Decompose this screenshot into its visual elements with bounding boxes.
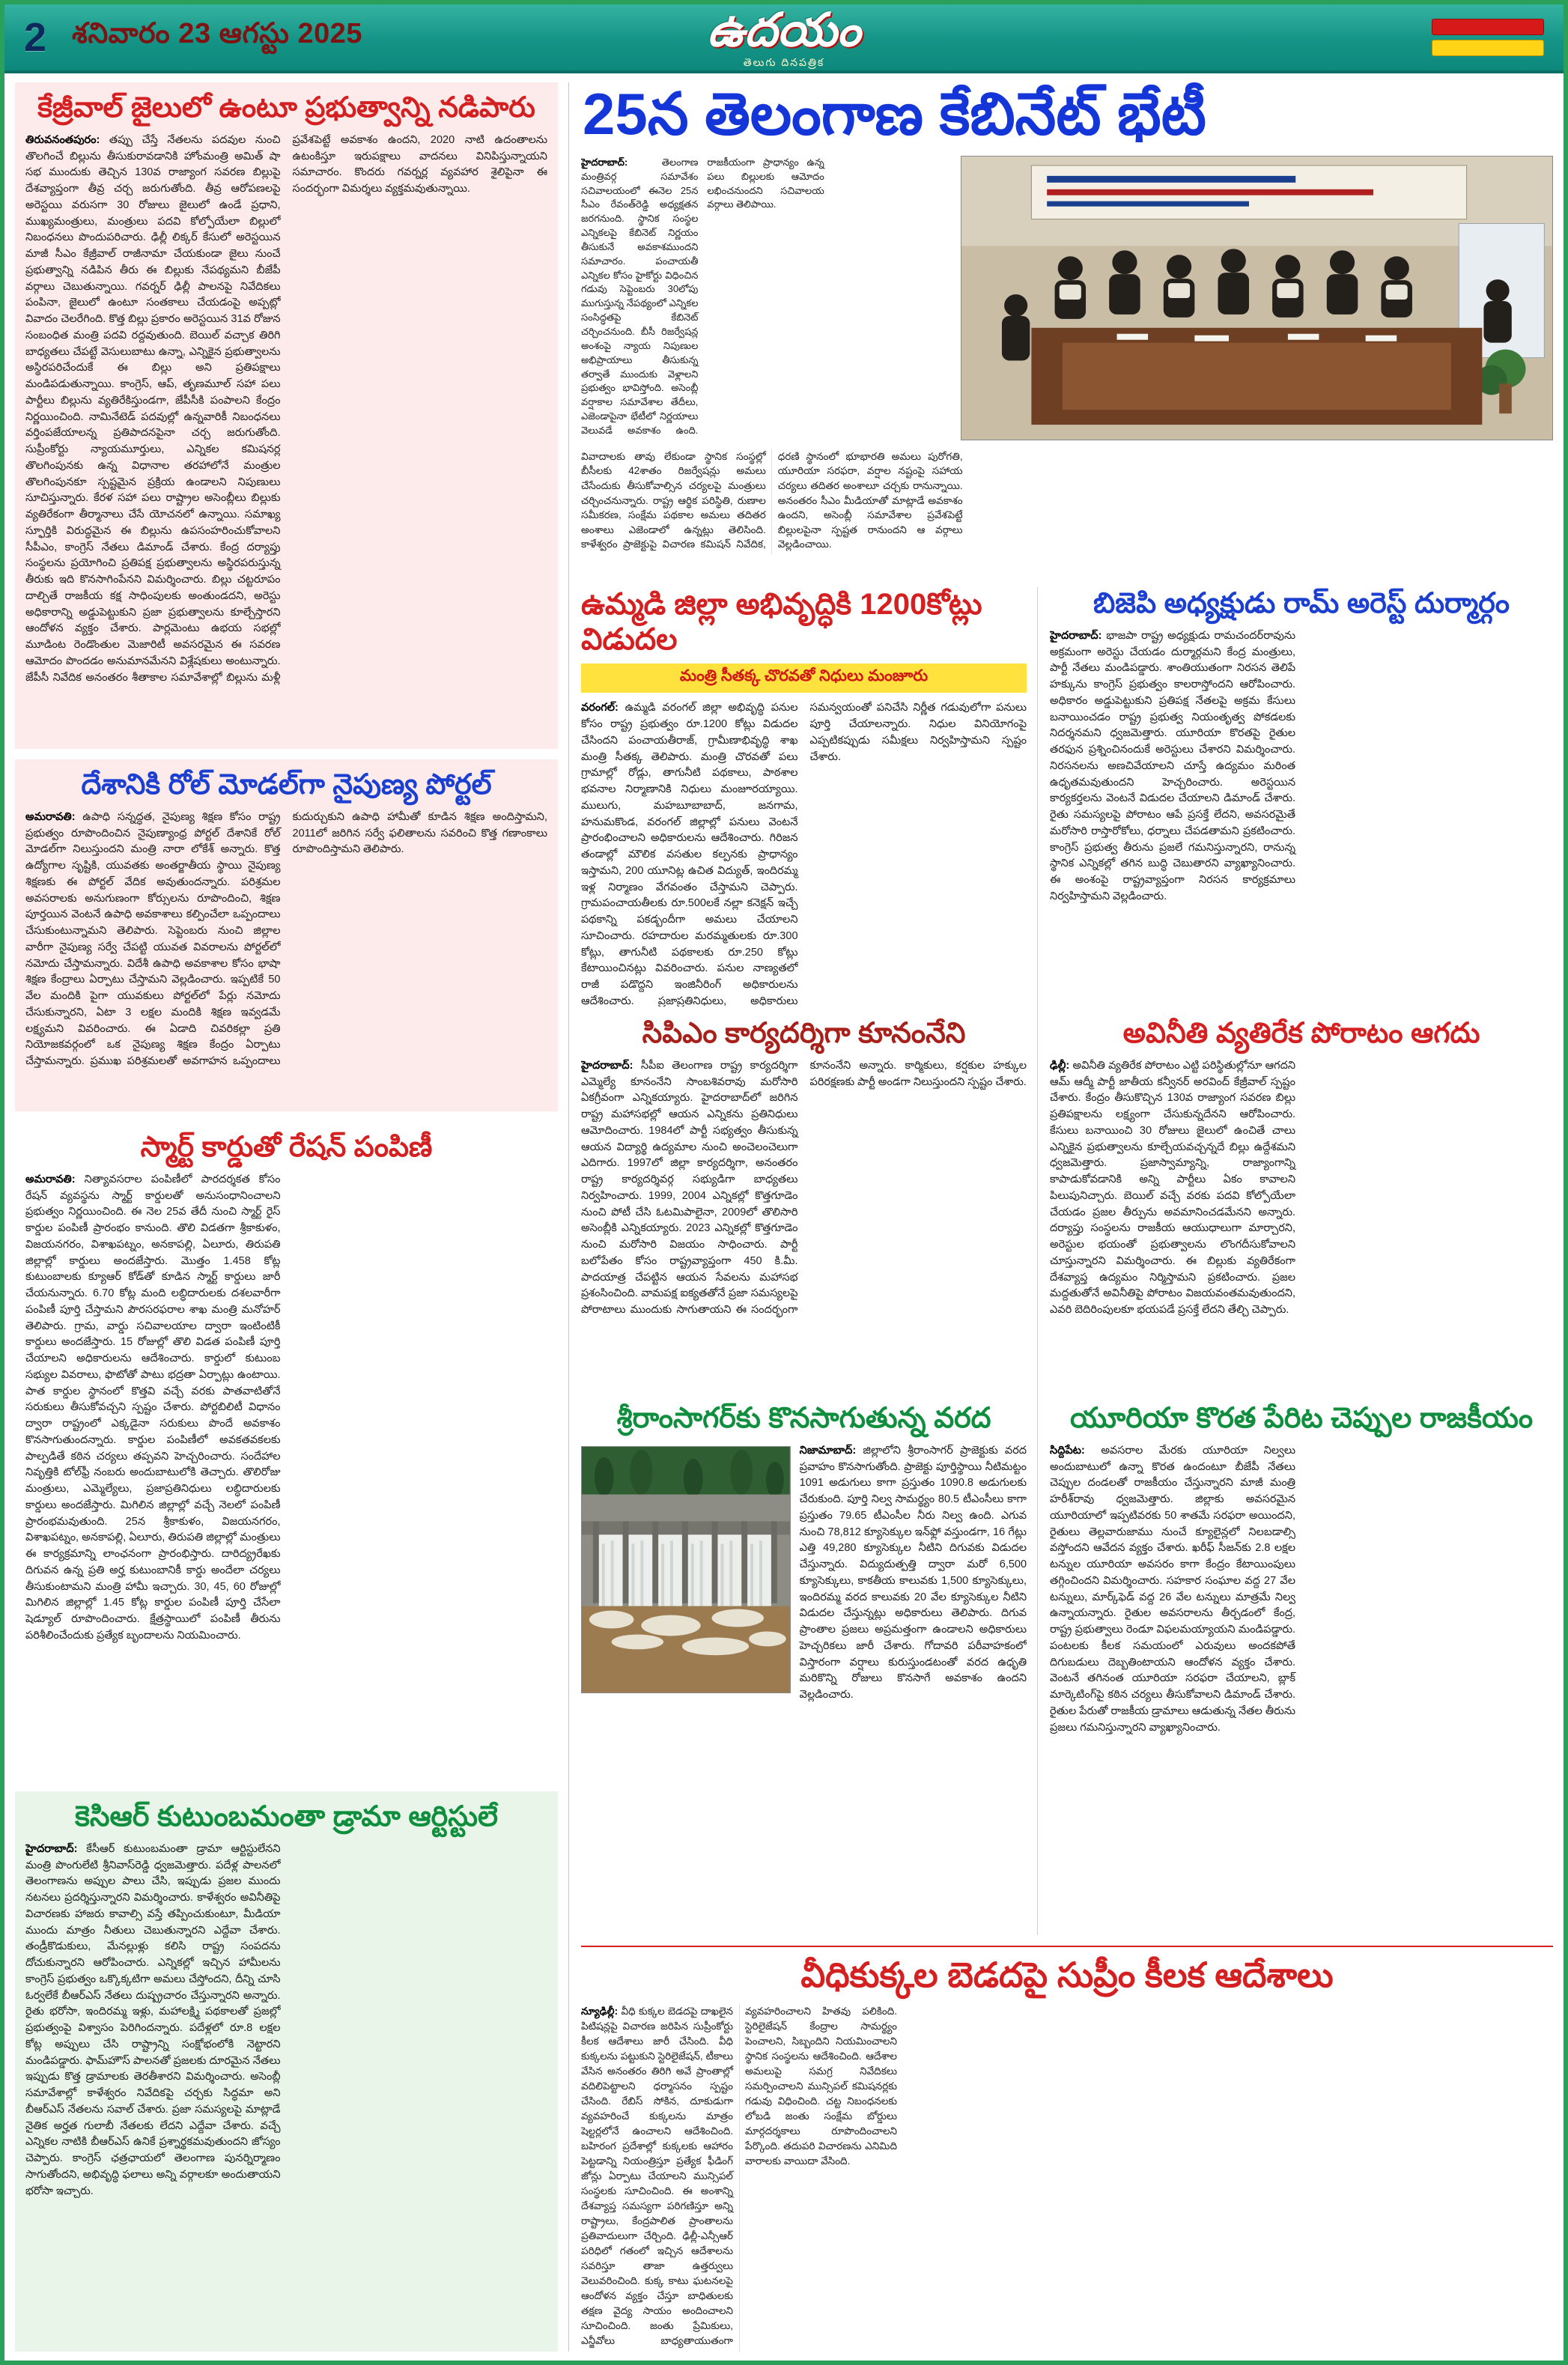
left-column (15, 82, 569, 2352)
dateline: హైదరాబాద్: (581, 156, 628, 168)
article-kejriwal-body: తిరువనంతపురం: తప్పు చేస్తే నేతలను పదవుల నుంచి తొలగించే బిల్లును తీసుకురావడానికి హోంమంత్రి అమిత్ షా సభ ముందుకు తెచ్చిన 130వ రాజ్యాంగ సవరణ బిల్లుపై దేశవ్యాప్తంగా తీవ్ర చర్చ జరుగుతోంది. తీవ్ర ఆరోపణలపై అరెస్టయి వరుసగా 30 రోజులు జైలులో ఉండే ప్రధాని, ముఖ్యమంత్రులు, మంత్రులు పదవి కోల్పోయేలా బిల్లులో నిబంధనలు పొందుపరిచారు. ఢిల్లీ లిక్కర్ కేసులో అరెస్టయిన మాజీ సీఎం కేజ్రీవాల్ రాజీనామా చేయకుండా జైలు నుంచే ప్రభుత్వాన్ని నడిపిన తీరు ఈ బిల్లుకు నేపథ్యమని బీజేపీ వర్గాలు చెబుతున్నాయి. గవర్నర్ ఢిల్లీ పాలనపై నివేదికలు పంపినా, జైలులో ఉంటూ సంతకాలు చేయడంపై అప్పట్లో వివాదం చెలరేగింది. కొత్త బిల్లు ప్రకారం అరెస్టయిన 31వ రోజున సంబంధిత మంత్రి పదవి రద్దవుతుంది. బెయిల్ వచ్చాక తిరిగి బాధ్యతలు చేపట్టే వెసులుబాటు ఉన్నా, ఎన్నికైన ప్రభుత్వాలను అస్థిరపరిచేందుకే ఈ బిల్లు అని ప్రతిపక్షాలు మండిపడుతున్నాయి. కాంగ్రెస్, ఆప్, తృణమూల్ సహా పలు పార్టీలు బిల్లును వ్యతిరేకిస్తుండగా, జేపీసీకి పంపాలని కేంద్రం నిర్ణయించింది. నామినేటెడ్ పదవుల్లో ఉన్నవారికీ నిబంధనలు వర్తింపజేయాలన్న ప్రతిపాదనపైనా చర్చ జరుగుతోంది. సుప్రీంకోర్టు న్యాయమూర్తులు, ఎన్నికల కమిషనర్ల తొలగింపునకు ఉన్న విధానాల తరహాలోనే మంత్రుల తొలగింపునకూ స్పష్టమైన ప్రక్రియ ఉండాలని నిపుణులు సూచిస్తున్నారు. కేరళ సహా పలు రాష్ట్రాల అసెంబ్లీలు బిల్లుకు వ్యతిరేకంగా తీర్మానాలు చేసే యోచనలో ఉన్నాయి. సమాఖ్య స్ఫూర్తికి విరుద్ధమైన ఈ బిల్లును ఉపసంహరించుకోవాలని సీపీఎం, కాంగ్రెస్ నేతలు డిమాండ్ చేశారు. కేంద్ర దర్యాప్తు సంస్థలను ప్రయోగించి ప్రతిపక్ష ప్రభుత్వాలను అస్థిరపరుస్తున్న తీరుకు ఇది కొనసాగింపేనని విమర్శించారు. బిల్లు చట్టరూపం దాల్చితే రాజకీయ కక్ష సాధింపులకు అంతుండదని, అరెస్టు అధికారాన్ని అడ్డుపెట్టుకుని ప్రజా ప్రభుత్వాలను కూల్చేస్తారని ఆందోళన వ్యక్తం చేశారు. పార్లమెంటు ఉభయ సభల్లో మూడింట రెండొంతుల మెజారిటీ అవసరమైన ఈ సవరణ ఆమోదం పొందడం అనుమానమేనని విశ్లేషకులు అంటున్నారు. జేపీసీ నివేదిక అనంతరం శీతాకాల సమావేశాల్లో బిల్లును మళ్లీ ప్రవేశపెట్టే అవకాశం ఉందని, 2020 నాటి ఉదంతాలను ఉటంకిస్తూ ఇరుపక్షాలు వాదనలు వినిపిస్తున్నాయని సమాచారం. కొందరు గవర్నర్ల వ్యవహార శైలిపైనా ఈ సందర్భంగా విమర్శలు వ్యక్తమవుతున్నాయి. (25, 133, 547, 684)
article-kcr-headline: కెసిఆర్ కుటుంబమంతా డ్రామా ఆర్టిస్టులే (75, 1801, 498, 1833)
article-funds-body: వరంగల్: ఉమ్మడి వరంగల్ జిల్లా అభివృద్ధి పనుల కోసం రాష్ట్ర ప్రభుత్వం రూ.1200 కోట్లు విడుదల చేసిందని పంచాయతీరాజ్, గ్రామీణాభివృద్ధి శాఖ మంత్రి సీతక్క తెలిపారు. మంత్రి చొరవతో పలు గ్రామాల్లో రోడ్లు, తాగునీటి పథకాలు, పాఠశాల భవనాల నిర్మాణానికి నిధులు మంజూరయ్యాయి. ములుగు, మహబూబాబాద్, జనగామ, హనుమకొండ, వరంగల్ జిల్లాల్లో పనులు వెంటనే ప్రారంభించాలని అధికారులను ఆదేశించారు. గిరిజన తండాల్లో మౌలిక వసతుల కల్పనకు ప్రాధాన్యం ఇస్తామని, 200 యూనిట్ల ఉచిత విద్యుత్, ఇందిరమ్మ ఇళ్ల నిర్మాణం వేగవంతం చేస్తామని చెప్పారు. గ్రామపంచాయతీలకు రూ.500లకే నల్లా కనెక్షన్ ఇచ్చే పథకాన్ని పకడ్బందీగా అమలు చేయాలని సూచించారు. రహదారుల మరమ్మతులకు రూ.300 కోట్లు, తాగునీటి పథకాలకు రూ.250 కోట్లు కేటాయించినట్లు వివరించారు. పనుల నాణ్యతలో రాజీ పడొద్దని ఇంజినీరింగ్ అధికారులను ఆదేశించారు. ప్రజాప్రతినిధులు, అధికారులు సమన్వయంతో పనిచేసి నిర్ణీత గడువులోగా పనులు పూర్తి చేయాలన్నారు. నిధుల వినియోగంపై ఎప్పటికప్పుడు సమీక్షలు నిర్వహిస్తామని స్పష్టం చేశారు. (581, 702, 1027, 1007)
article-smart-ration (15, 1122, 558, 1781)
dateline: అమరావతి: (25, 810, 76, 823)
article-funds-kicker: మంత్రి సీతక్క చొరవతో నిధులు మంజూరు (581, 664, 1027, 693)
article-cpm-headline: సిపిఎం కార్యదర్శిగా కూనంనేని (642, 1018, 966, 1049)
article-smart-headline: స్మార్ట్ కార్డుతో రేషన్ పంపిణీ (140, 1132, 433, 1163)
article-bjp-arrest (1050, 587, 1553, 1007)
middle-column-left (581, 587, 1038, 1935)
main-headline: 25న తెలంగాణ కేబినేట్ భేటీ (583, 82, 1206, 147)
article-urea-politics (1050, 1402, 1553, 1935)
article-funds-headline: ఉమ్మడి జిల్లా అభివృద్ధికి 1200కోట్లు విడుదల (581, 588, 982, 657)
article-cabinet-lead: హైదరాబాద్: తెలంగాణ మంత్రివర్గ సమావేశం సచివాలయంలో ఈనెల 25న సీఎం రేవంత్‌రెడ్డి అధ్యక్షతన జరగనుంది. స్థానిక సంస్థల ఎన్నికలపై కేబినెట్ నిర్ణయం తీసుకునే అవకాశముందని సమాచారం. పంచాయతీ ఎన్నికల కోసం హైకోర్టు విధించిన గడువు సెప్టెంబరు 30లోపు ముగుస్తున్న నేపథ్యంలో ఎన్నికల సంసిద్ధతపై కేబినెట్ చర్చించనుంది. బీసీ రిజర్వేషన్ల అంశంపై న్యాయ నిపుణుల అభిప్రాయాలు తీసుకున్న తర్వాతే ముందుకు వెళ్లాలని ప్రభుత్వం భావిస్తోంది. అసెంబ్లీ వర్షాకాల సమావేశాల తేదీలు, ఎజెండాపైనా భేటీలో నిర్ణయాలు వెలువడే అవకాశం ఉంది. రాజకీయంగా ప్రాధాన్యం ఉన్న పలు బిల్లులకు ఆమోదం లభించనుందని సచివాలయ వర్గాలు తెలిపాయి. (581, 156, 824, 436)
article-anticorruption-body: ఢిల్లీ: అవినీతి వ్యతిరేక పోరాటం ఎట్టి పరిస్థితుల్లోనూ ఆగదని ఆమ్ ఆద్మీ పార్టీ జాతీయ కన్వీనర్ అరవింద్ కేజ్రీవాల్ స్పష్టం చేశారు. కేంద్రం తీసుకొచ్చిన 130వ రాజ్యాంగ సవరణ బిల్లు ప్రతిపక్షాలను లక్ష్యంగా చేసుకున్నదేనని ఆరోపించారు. కేసులు బనాయించి 30 రోజులు జైలులో ఉంచితే చాలు ఎన్నికైన ప్రభుత్వాలను కూల్చేయవచ్చన్నదే బిల్లు ఉద్దేశమని ధ్వజమెత్తారు. ప్రజాస్వామ్యాన్ని, రాజ్యాంగాన్ని కాపాడుకోవడానికి అన్ని పార్టీలు ఏకం కావాలని పిలుపునిచ్చారు. బెయిల్ వచ్చే వరకు పదవి కోల్పోయేలా చేయడం ప్రజల తీర్పును అవమానించడమేనని అన్నారు. దర్యాప్తు సంస్థలను రాజకీయ ఆయుధాలుగా మార్చారని, అరెస్టుల భయంతో ప్రభుత్వాలను లొంగదీసుకోవాలని చూస్తున్నారని విమర్శించారు. ఈ బిల్లుకు వ్యతిరేకంగా దేశవ్యాప్త ఉద్యమం నిర్మిస్తామని ప్రకటించారు. ప్రజల మద్దతుతోనే అవినీతిపై పోరాటం విజయవంతమవుతుందని, ఎవరి బెదిరింపులకూ భయపడే ప్రసక్తే లేదని తేల్చి చెప్పారు. (1050, 1059, 1296, 1317)
article-bjp-body: హైదరాబాద్: భాజపా రాష్ట్ర అధ్యక్షుడు రామచందర్‌రావును అక్రమంగా అరెస్టు చేయడం దుర్మార్గమని కేంద్ర మంత్రులు, పార్టీ నేతలు మండిపడ్డారు. శాంతియుతంగా నిరసన తెలిపే హక్కును కాంగ్రెస్ ప్రభుత్వం కాలరాస్తోందని ఆరోపించారు. అధికారం అడ్డుపెట్టుకుని ప్రతిపక్ష నేతలపై అక్రమ కేసులు బనాయించడం రాష్ట్ర ప్రభుత్వ నియంతృత్వ పోకడలకు నిదర్శనమని ధ్వజమెత్తారు. యూరియా కొరతపై రైతుల తరఫున ప్రశ్నించినందుకే అరెస్టులు చేశారని విమర్శించారు. నిరసనలను అణచివేయాలని చూస్తే ఉద్యమం మరింత ఉధృతమవుతుందని హెచ్చరించారు. అరెస్టయిన కార్యకర్తలను వెంటనే విడుదల చేయాలని డిమాండ్ చేశారు. రైతు సమస్యలపై పోరాటం ఆపే ప్రసక్తే లేదని, అవసరమైతే మరోసారి రాస్తారోకోలు, ధర్నాలు చేపడతామని ప్రకటించారు. కాంగ్రెస్ ప్రభుత్వ తీరును ప్రజలే గమనిస్తున్నారని, రానున్న స్థానిక ఎన్నికల్లో తగిన బుద్ధి చెబుతారని వ్యాఖ్యానించారు. ఈ అంశంపై రాష్ట్రవ్యాప్తంగా నిరసన కార్యక్రమాలు నిర్వహిస్తామని వెల్లడించారు. (1050, 629, 1296, 902)
article-kejriwal-headline: కేజ్రీవాల్ జైలులో ఉంటూ ప్రభుత్వాన్ని నడిపారు (37, 92, 535, 124)
article-srsp-headline: శ్రీరాంసాగర్‌కు కొనసాగుతున్న వరద (616, 1403, 991, 1434)
article-smart-body: అమరావతి: నిత్యావసరాల పంపిణీలో పారదర్శకత కోసం రేషన్ వ్యవస్థను స్మార్ట్ కార్డులతో అనుసంధానించాలని ప్రభుత్వం నిర్ణయించింది. ఈ నెల 25వ తేదీ నుంచి స్మార్ట్ రైస్ కార్డుల పంపిణీ ప్రారంభం కానుంది. తొలి విడతగా శ్రీకాకుళం, విజయనగరం, విశాఖపట్నం, అనకాపల్లి, ఏలూరు, తిరుపతి జిల్లాల్లో కార్డులు అందజేస్తారు. మొత్తం 1.458 కోట్ల కుటుంబాలకు క్యూఆర్ కోడ్‌తో కూడిన స్మార్ట్ కార్డులు జారీ చేయనున్నారు. 6.70 కోట్ల మంది లబ్ధిదారులకు దశలవారీగా పంపిణీ పూర్తి చేస్తామని పౌరసరఫరాల శాఖ మంత్రి మనోహర్ తెలిపారు. గ్రామ, వార్డు సచివాలయాల ద్వారా ఇంటింటికీ కార్డులు అందజేస్తారు. 15 రోజుల్లో తొలి విడత పంపిణీ పూర్తి చేయాలని అధికారులను ఆదేశించారు. కార్డులో కుటుంబ సభ్యుల వివరాలు, ఫొటోతో పాటు భద్రతా ఏర్పాట్లు ఉంటాయి. పాత కార్డుల స్థానంలో కొత్తవి వచ్చే వరకు పాతవాటితోనే సరుకులు తీసుకోవచ్చని స్పష్టం చేశారు. పోర్టబిలిటీ విధానం ద్వారా రాష్ట్రంలో ఎక్కడైనా సరుకులు పొందే అవకాశం కొనసాగుతుందన్నారు. కార్డుల పంపిణీలో అవకతవకలకు పాల్పడితే కఠిన చర్యలు తప్పవని హెచ్చరించారు. సందేహాల నివృత్తికి టోల్‌ఫ్రీ నంబరు అందుబాటులోకి తెచ్చారు. తొలిరోజు మంత్రులు, ఎమ్మెల్యేలు, ప్రజాప్రతినిధులు లబ్ధిదారులకు కార్డులు అందజేస్తారు. మిగిలిన జిల్లాల్లో వచ్చే నెలలో పంపిణీ ప్రారంభమవుతుంది. 25న శ్రీకాకుళం, విజయనగరం, విశాఖపట్నం, అనకాపల్లి, ఏలూరు, తిరుపతి జిల్లాల్లో మంత్రులు ఈ కార్యక్రమాన్ని లాంఛనంగా ప్రారంభిస్తారు. దారిద్య్రరేఖకు దిగువన ఉన్న ప్రతి అర్హ కుటుంబానికీ కార్డు అందేలా చర్యలు తీసుకుంటామని మంత్రి హామీ ఇచ్చారు. 30, 45, 60 రోజుల్లో మిగిలిన జిల్లాల్లో 1.45 కోట్ల కార్డుల పంపిణీ పూర్తి చేసేలా షెడ్యూల్ రూపొందించారు. క్షేత్రస్థాయిలో పంపిణీ తీరును పరిశీలించేందుకు ప్రత్యేక బృందాలను నియమించారు. (25, 1173, 281, 1642)
cabinet-meeting-illustration (961, 157, 1552, 440)
article-nipuna-body: అమరావతి: ఉపాధి సన్నద్ధత, నైపుణ్య శిక్షణ కోసం రాష్ట్ర ప్రభుత్వం రూపొందించిన నైపుణ్యాంధ్ర పోర్టల్ దేశానికే రోల్ మోడల్‌గా నిలుస్తుందని మంత్రి నారా లోకేశ్ అన్నారు. కొత్త ఉద్యోగాల సృష్టికి, యువతకు అంతర్జాతీయ స్థాయి నైపుణ్య శిక్షణకు ఈ పోర్టల్ వేదిక అవుతుందన్నారు. పరిశ్రమల అవసరాలకు అనుగుణంగా కోర్సులను రూపొందించి, శిక్షణ పూర్తయిన వెంటనే ఉపాధి అవకాశాలు కల్పించేలా ఒప్పందాలు చేసుకుంటున్నామని తెలిపారు. సెప్టెంబరు నుంచి జిల్లాల వారీగా నైపుణ్య సర్వే చేపట్టి యువత వివరాలను పోర్టల్‌లో నమోదు చేస్తామన్నారు. విదేశీ ఉపాధి అవకాశాల కోసం భాషా శిక్షణ కేంద్రాలు ఏర్పాటు చేస్తామని వెల్లడించారు. ఇప్పటికే 50 వేల మందికి పైగా యువకులు పోర్టల్‌లో పేర్లు నమోదు చేసుకున్నారని, ఏటా 3 లక్షల మందికి శిక్షణ ఇవ్వడమే లక్ష్యమని వివరించారు. ఈ ఏడాది చివరికల్లా ప్రతి నియోజకవర్గంలో ఒక నైపుణ్య శిక్షణ కేంద్రం ఏర్పాటు చేస్తామన్నారు. ప్రముఖ పరిశ్రమలతో అవగాహన ఒప్పందాలు కుదుర్చుకుని ఉపాధి హామీతో కూడిన శిక్షణ అందిస్తామని, 2011లో జరిగిన సర్వే ఫలితాలను సవరించి కొత్త గణాంకాలు రూపొందిస్తామని తెలిపారు. (25, 810, 547, 1068)
cabinet-lead-row (581, 156, 1553, 440)
dam-flood-photo (581, 1446, 791, 1693)
article-cabinet (581, 82, 1553, 577)
article-anticorruption-headline: అవినీతి వ్యతిరేక పోరాటం ఆగదు (1122, 1018, 1480, 1049)
page-number: 2 (24, 15, 47, 60)
article-dogs-headline: వీధికుక్కల బెడదపై సుప్రీం కీలక ఆదేశాలు (800, 1955, 1334, 1994)
main-section (581, 82, 1553, 2352)
page-content (4, 73, 1564, 2361)
dateline: ఢిల్లీ: (1050, 1059, 1070, 1072)
masthead-badge-red (1432, 19, 1544, 35)
article-urea-body: సిద్దిపేట: అవసరాల మేరకు యూరియా నిల్వలు అందుబాటులో ఉన్నా కొరత ఉందంటూ బీజేపీ నేతలు చెప్పుల దండలతో రాజకీయం చేస్తున్నారని మాజీ మంత్రి హరీశ్‌రావు ధ్వజమెత్తారు. జిల్లాకు అవసరమైన యూరియాలో ఇప్పటివరకు 50 శాతమే సరఫరా అయిందని, రైతులు తెల్లవారుజాము నుంచే క్యూలైన్లలో నిలబడాల్సి వస్తోందని ఆవేదన వ్యక్తం చేశారు. ఖరీఫ్ సీజన్‌కు 2.8 లక్షల టన్నుల యూరియా అవసరం కాగా కేంద్రం కేటాయింపులు తగ్గించిందని విమర్శించారు. సహకార సంఘాల వద్ద 27 వేల టన్నులు, మార్క్‌ఫెడ్ వద్ద 26 వేల టన్నులు మాత్రమే నిల్వ ఉన్నాయన్నారు. రైతుల అవసరాలను తీర్చడంలో కేంద్ర, రాష్ట్ర ప్రభుత్వాలు రెండూ విఫలమయ్యాయని మండిపడ్డారు. పంటలకు కీలక సమయంలో ఎరువులు అందకపోతే దిగుబడులు దెబ్బతింటాయని ఆందోళన వ్యక్తం చేశారు. వెంటనే తగినంత యూరియా సరఫరా చేయాలని, బ్లాక్ మార్కెటింగ్‌పై కఠిన చర్యలు తీసుకోవాలని డిమాండ్ చేశారు. రైతుల పేరుతో రాజకీయ డ్రామాలు ఆడుతున్న నేతల తీరును ప్రజలు గమనిస్తున్నారని వ్యాఖ్యానించారు. (1050, 1444, 1296, 1734)
article-nipuna-headline: దేశానికి రోల్ మోడల్‌గా నైపుణ్య పోర్టల్ (81, 769, 492, 801)
article-anticorruption (1050, 1017, 1553, 1391)
dateline: హైదరాబాద్: (581, 1059, 633, 1072)
article-nipuna-portal (15, 759, 558, 1111)
masthead-badges (1432, 19, 1544, 56)
cabinet-meeting-photo (961, 156, 1553, 440)
article-cpm-secretary (581, 1017, 1027, 1391)
dateline: హైదరాబాద్: (1050, 629, 1102, 642)
masthead-badge-yellow (1432, 40, 1544, 56)
dam-flood-illustration (582, 1447, 790, 1692)
dateline: హైదరాబాద్: (25, 1842, 78, 1855)
article-cpm-body: హైదరాబాద్: సీపీఐ తెలంగాణ రాష్ట్ర కార్యదర్శిగా ఎమ్మెల్యే కూనంనేని సాంబశివరావు మరోసారి ఏకగ్రీవంగా ఎన్నికయ్యారు. హైదరాబాద్‌లో జరిగిన రాష్ట్ర మహాసభల్లో ఆయన ఎన్నికను ప్రతినిధులు ఆమోదించారు. 1984లో పార్టీ సభ్యత్వం తీసుకున్న ఆయన విద్యార్థి ఉద్యమాల నుంచి అంచెలంచెలుగా ఎదిగారు. 1997లో జిల్లా కార్యదర్శిగా, అనంతరం రాష్ట్ర కార్యదర్శివర్గ సభ్యుడిగా బాధ్యతలు నిర్వహించారు. 1999, 2004 ఎన్నికల్లో కొత్తగూడెం నుంచి పోటీ చేసి ఓటమిపాలైనా, 2009లో తొలిసారి అసెంబ్లీకి ఎన్నికయ్యారు. 2023 ఎన్నికల్లో కొత్తగూడెం నుంచి మరోసారి విజయం సాధించారు. పార్టీ బలోపేతం కోసం రాష్ట్రవ్యాప్తంగా 450 కి.మీ. పాదయాత్ర చేపట్టిన ఆయన సేవలను మహాసభ ప్రశంసించింది. వామపక్ష ఐక్యతతోనే ప్రజా సమస్యలపై పోరాటాలు ముందుకు సాగుతాయని ఈ సందర్భంగా కూనంనేని అన్నారు. కార్మికులు, కర్షకుల హక్కుల పరిరక్షణకు పార్టీ అండగా నిలుస్తుందని స్పష్టం చేశారు. (581, 1059, 1027, 1317)
article-dogs-body: న్యూఢిల్లీ: వీధి కుక్కల బెడదపై దాఖలైన పిటిషన్లపై విచారణ జరిపిన సుప్రీంకోర్టు కీలక ఆదేశాలు జారీ చేసింది. వీధి కుక్కలను పట్టుకుని స్టెరిలైజేషన్, టీకాలు వేసిన అనంతరం తిరిగి అవే ప్రాంతాల్లో వదిలిపెట్టాలని ధర్మాసనం స్పష్టం చేసింది. రేబిస్ సోకిన, దూకుడుగా వ్యవహరించే కుక్కలను మాత్రం షెల్టర్లలోనే ఉంచాలని ఆదేశించింది. బహిరంగ ప్రదేశాల్లో కుక్కలకు ఆహారం పెట్టడాన్ని నియంత్రిస్తూ ప్రత్యేక ఫీడింగ్ జోన్లు ఏర్పాటు చేయాలని మున్సిపల్ సంస్థలకు సూచించింది. ఈ అంశాన్ని దేశవ్యాప్త సమస్యగా పరిగణిస్తూ అన్ని రాష్ట్రాలు, కేంద్రపాలిత ప్రాంతాలను ప్రతివాదులుగా చేర్చింది. ఢిల్లీ-ఎన్సీఆర్ పరిధిలో గతంలో ఇచ్చిన ఆదేశాలను సవరిస్తూ తాజా ఉత్తర్వులు వెలువరించింది. కుక్క కాటు ఘటనలపై ఆందోళన వ్యక్తం చేస్తూ బాధితులకు తక్షణ వైద్య సాయం అందించాలని సూచించింది. జంతు ప్రేమికులు, ఎన్జీవోలు బాధ్యతాయుతంగా వ్యవహరించాలని హితవు పలికింది. స్టెరిలైజేషన్ కేంద్రాల సామర్థ్యం పెంచాలని, సిబ్బందిని నియమించాలని స్థానిక సంస్థలను ఆదేశించింది. ఆదేశాల అమలుపై సమగ్ర నివేదికలు సమర్పించాలని మున్సిపల్ కమిషనర్లకు గడువు విధించింది. చట్ట నిబంధనలకు లోబడి జంతు సంక్షేమ బోర్డులు మార్గదర్శకాలు రూపొందించాలని పేర్కొంది. తదుపరి విచారణను ఎనిమిది వారాలకు వాయిదా వేసింది. (581, 2006, 897, 2346)
middle-band (581, 587, 1553, 1935)
middle-column-right (1050, 587, 1553, 1935)
dateline: వరంగల్: (581, 702, 619, 714)
article-kejriwal (15, 82, 558, 749)
article-urea-headline: యూరియా కొరత పేరిట చెప్పుల రాజకీయం (1069, 1403, 1534, 1434)
article-bjp-headline: బిజెపి అధ్యక్షుడు రామ్ అరెస్ట్ దుర్మార్గం (1093, 588, 1510, 619)
article-srsp-flood (581, 1402, 1027, 1935)
article-cabinet-continued: వివాదాలకు తావు లేకుండా స్థానిక సంస్థల్లో బీసీలకు 42శాతం రిజర్వేషన్లు అమలు చేసేందుకు తీసుకోవాల్సిన చర్యలపై మంత్రులు చర్చించనున్నారు. రాష్ట్ర ఆర్థిక పరిస్థితి, రుణాల సమీకరణ, సంక్షేమ పథకాల అమలు తదితర అంశాలు ఎజెండాలో ఉన్నట్లు తెలిసింది. కాళేశ్వరం ప్రాజెక్టుపై విచారణ కమిషన్ నివేదిక, ధరణి స్థానంలో భూభారతి అమలు పురోగతి, యూరియా సరఫరా, వర్షాల నష్టంపై సహాయ చర్యలు తదితర అంశాలూ చర్చకు రానున్నాయి. అనంతరం సీఎం మీడియాతో మాట్లాడే అవకాశం ఉందని, అసెంబ్లీ సమావేశాల ప్రవేశపెట్టే బిల్లులపైనా స్పష్టత రానుందని ఆ వర్గాలు వెల్లడించాయి. (581, 450, 963, 550)
masthead-tagline: తెలుగు దినపత్రిక (743, 56, 825, 68)
article-kcr-body: హైదరాబాద్: కేసీఆర్ కుటుంబమంతా డ్రామా ఆర్టిస్టులేనని మంత్రి పొంగులేటి శ్రీనివాస్‌రెడ్డి ధ్వజమెత్తారు. పదేళ్ల పాలనలో తెలంగాణను అప్పుల పాలు చేసి, ఇప్పుడు ప్రజల ముందు నటనలు ప్రదర్శిస్తున్నారని విమర్శించారు. కాళేశ్వరం అవినీతిపై విచారణకు హాజరు కావాల్సి వస్తే తప్పించుకుంటూ, మీడియా ముందు మాత్రం నీతులు చెబుతున్నారని ఎద్దేవా చేశారు. తండ్రీకొడుకులు, మేనల్లుళ్లు కలిసి రాష్ట్ర సంపదను దోచుకున్నారని ఆరోపించారు. ఎన్నికల్లో ఇచ్చిన హామీలను కాంగ్రెస్ ప్రభుత్వం ఒక్కొక్కటిగా అమలు చేస్తోందని, దీన్ని చూసి ఓర్వలేకే బీఆర్ఎస్ నేతలు దుష్ప్రచారం చేస్తున్నారని అన్నారు. రైతు భరోసా, ఇందిరమ్మ ఇళ్లు, మహాలక్ష్మి పథకాలతో ప్రజల్లో ప్రభుత్వంపై విశ్వాసం పెరిగిందన్నారు. పదేళ్లలో రూ.8 లక్షల కోట్ల అప్పులు చేసి రాష్ట్రాన్ని సంక్షోభంలోకి నెట్టారని మండిపడ్డారు. ఫామ్‌హౌస్ పాలనతో ప్రజలకు దూరమైన నేతలు ఇప్పుడు కొత్త డ్రామాలకు తెరతీశారని విమర్శించారు. అసెంబ్లీ సమావేశాల్లో కాళేశ్వరం నివేదికపై చర్చకు సిద్ధమా అని బీఆర్ఎస్ నేతలను సవాల్ చేశారు. ప్రజా సమస్యలపై మాట్లాడే నైతిక అర్హత గులాబీ నేతలకు లేదని ఎద్దేవా చేశారు. వచ్చే ఎన్నికల నాటికి బీఆర్ఎస్ ఉనికే ప్రశ్నార్థకమవుతుందని జోస్యం చెప్పారు. కాంగ్రెస్ ఛత్రఛాయలో తెలంగాణ పునర్నిర్మాణం సాగుతోందని, అభివృద్ధి ఫలాలు అన్ని వర్గాలకూ అందుతాయని భరోసా ఇచ్చారు. (25, 1842, 281, 2197)
masthead-title: ఉదయం (707, 4, 861, 56)
edition-date: శనివారం 23 ఆగస్టు 2025 (72, 18, 363, 49)
dateline: తిరువనంతపురం: (25, 133, 100, 146)
article-kcr-family (15, 1791, 558, 2352)
article-srsp-body: నిజామాబాద్: జిల్లాలోని శ్రీరాంసాగర్ ప్రాజెక్టుకు వరద ప్రవాహం కొనసాగుతోంది. ప్రాజెక్టు పూర్తిస్థాయి నీటిమట్టం 1091 అడుగులు కాగా ప్రస్తుతం 1090.8 అడుగులకు చేరుకుంది. పూర్తి నిల్వ సామర్థ్యం 80.5 టీఎంసీలు కాగా ప్రస్తుతం 79.65 టీఎంసీల నీరు నిల్వ ఉంది. ఎగువ నుంచి 78,812 క్యూసెక్కుల ఇన్‌ఫ్లో వస్తుండగా, 16 గేట్లు ఎత్తి 49,280 క్యూసెక్కుల నీటిని దిగువకు విడుదల చేస్తున్నారు. విద్యుదుత్పత్తి ద్వారా మరో 6,500 క్యూసెక్కులు, కాకతీయ కాలువకు 1,500 క్యూసెక్కులు, ఇందిరమ్మ వరద కాలువకు 20 వేల క్యూసెక్కుల నీటిని విడుదల చేస్తున్నట్లు అధికారులు తెలిపారు. దిగువ ప్రాంతాల ప్రజలు అప్రమత్తంగా ఉండాలని అధికారులు హెచ్చరికలు జారీ చేశారు. గోదావరి పరీవాహకంలో విస్తారంగా వర్షాలు కురుస్తుండటంతో వరద ఉధృతి మరికొన్ని రోజులు కొనసాగే అవకాశం ఉందని వెల్లడించారు. (581, 1443, 1027, 1862)
masthead-logo (707, 4, 861, 68)
dateline: నిజామాబాద్: (799, 1444, 857, 1457)
dateline: న్యూఢిల్లీ: (581, 2006, 619, 2018)
article-district-funds (581, 587, 1027, 1007)
article-stray-dogs (581, 1946, 1553, 2352)
dateline: సిద్దిపేట: (1050, 1444, 1085, 1457)
dateline: అమరావతి: (25, 1173, 76, 1185)
masthead-bar (4, 4, 1564, 73)
